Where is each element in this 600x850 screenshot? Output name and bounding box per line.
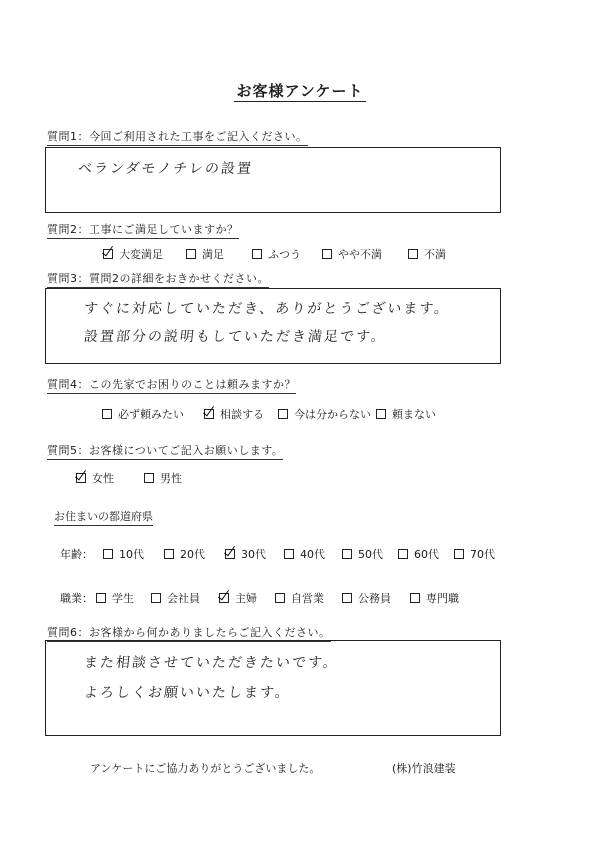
checkbox-icon — [398, 549, 408, 559]
job-option-homemaker[interactable]: 主婦 — [219, 590, 257, 606]
q2-option-2[interactable]: 満足 — [186, 246, 224, 262]
answer-6-line-1: また相談させていただきたいです。 — [83, 655, 340, 671]
age-option-50s[interactable]: 50代 — [342, 546, 383, 562]
checkbox-icon — [342, 549, 352, 559]
age-option-40s[interactable]: 40代 — [284, 546, 325, 562]
checkbox-icon — [275, 593, 285, 603]
checkbox-icon — [376, 409, 386, 419]
q4-option-3[interactable]: 今は分からない — [278, 406, 371, 422]
checkbox-icon — [454, 549, 464, 559]
checkbox-checked-icon — [204, 409, 214, 419]
q5-option-female[interactable]: 女性 — [76, 470, 114, 486]
checkbox-icon — [284, 549, 294, 559]
q2-option-5[interactable]: 不満 — [408, 246, 446, 262]
job-option-civil-servant[interactable]: 公務員 — [342, 590, 391, 606]
checkbox-icon — [410, 593, 420, 603]
checkbox-icon — [322, 249, 332, 259]
question-3: 質問3：質問2の詳細をおきかせください。 — [47, 270, 269, 288]
age-option-10s[interactable]: 10代 — [103, 546, 144, 562]
prefecture-label: お住まいの都道府県 — [54, 508, 153, 526]
age-option-20s[interactable]: 20代 — [164, 546, 205, 562]
job-label: 職業： — [60, 592, 93, 605]
answer-3-line-2: 設置部分の説明もしていただき満足です。 — [83, 329, 388, 345]
job-option-student[interactable]: 学生 — [96, 590, 134, 606]
q5-option-male[interactable]: 男性 — [144, 470, 182, 486]
q4-option-1[interactable]: 必ず頼みたい — [102, 406, 184, 422]
q2-option-3[interactable]: ふつう — [252, 246, 301, 262]
checkbox-icon — [164, 549, 174, 559]
question-1: 質問1：今回ご利用された工事をご記入ください。 — [47, 128, 308, 146]
checkbox-checked-icon — [225, 549, 235, 559]
checkbox-icon — [144, 473, 154, 483]
footer-company: (株)竹浪建装 — [392, 762, 456, 775]
question-5: 質問5：お客様についてご記入お願いします。 — [47, 442, 283, 460]
job-option-self-employed[interactable]: 自営業 — [275, 590, 324, 606]
answer-6-line-2: よろしくお願いいたします。 — [83, 685, 292, 701]
checkbox-checked-icon — [76, 473, 86, 483]
age-label: 年齢： — [60, 548, 93, 561]
checkbox-icon — [278, 409, 288, 419]
q2-option-4[interactable]: やや不満 — [322, 246, 382, 262]
question-4: 質問4：この先家でお困りのことは頼みますか？ — [47, 376, 296, 394]
checkbox-icon — [252, 249, 262, 259]
question-2: 質問2：工事にご満足していますか？ — [47, 221, 239, 239]
footer-thanks: アンケートにご協力ありがとうございました。 — [90, 762, 321, 775]
checkbox-checked-icon — [103, 249, 113, 259]
checkbox-icon — [103, 549, 113, 559]
job-option-specialist[interactable]: 専門職 — [410, 590, 459, 606]
page-title: お客様アンケート — [236, 82, 364, 100]
checkbox-icon — [186, 249, 196, 259]
checkbox-icon — [342, 593, 352, 603]
job-option-employee[interactable]: 会社員 — [151, 590, 200, 606]
q4-option-4[interactable]: 頼まない — [376, 406, 436, 422]
answer-box-1 — [45, 147, 501, 213]
question-6: 質問6：お客様から何かありましたらご記入ください。 — [47, 624, 331, 642]
age-option-70s[interactable]: 70代 — [454, 546, 495, 562]
checkbox-icon — [102, 409, 112, 419]
q2-option-1[interactable]: 大変満足 — [103, 246, 163, 262]
checkbox-icon — [408, 249, 418, 259]
q4-option-2[interactable]: 相談する — [204, 406, 264, 422]
age-option-60s[interactable]: 60代 — [398, 546, 439, 562]
age-option-30s[interactable]: 30代 — [225, 546, 266, 562]
checkbox-checked-icon — [219, 593, 229, 603]
answer-3-line-1: すぐに対応していただき、ありがとうございます。 — [83, 301, 452, 317]
answer-1-text: ベランダモノチレの設置 — [77, 161, 254, 177]
checkbox-icon — [96, 593, 106, 603]
checkbox-icon — [151, 593, 161, 603]
